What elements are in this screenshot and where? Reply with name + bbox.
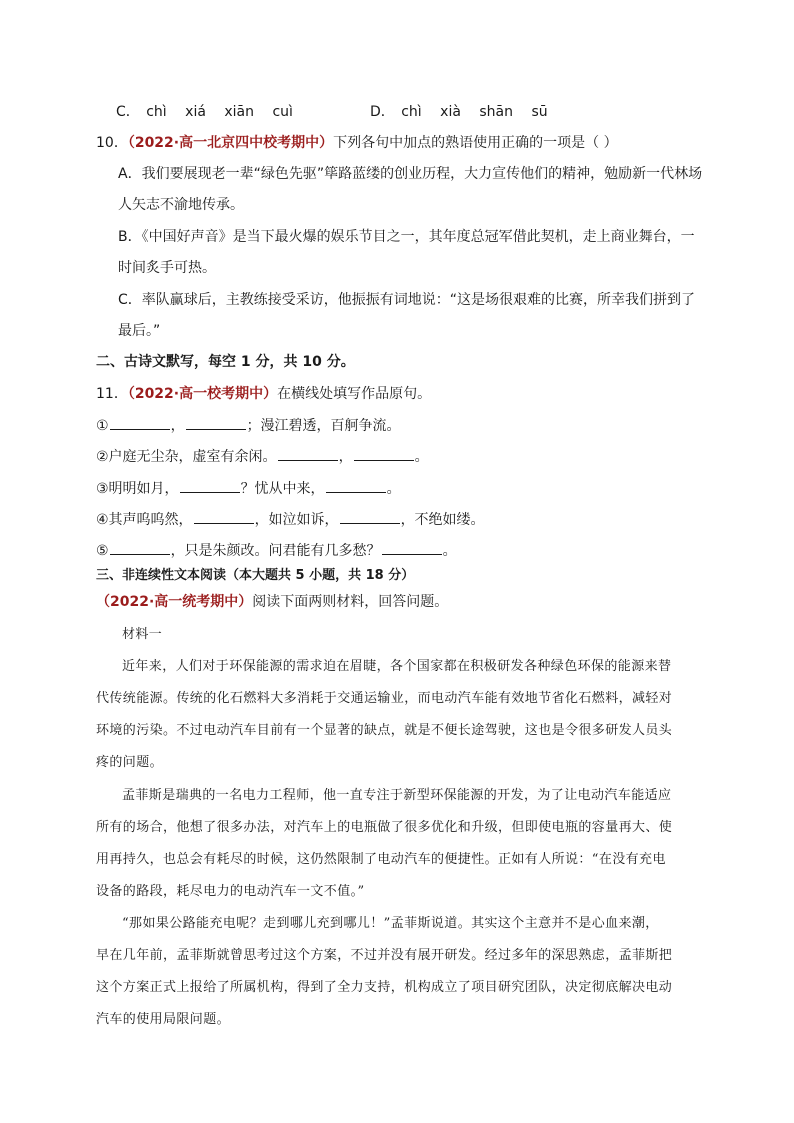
material-line: 汽车的使用局限问题。 — [96, 1012, 231, 1027]
option-letter: C． — [116, 104, 140, 120]
material-title: 材料一 — [122, 627, 163, 642]
question-11-stem — [96, 384, 431, 404]
text: ③明明如月， — [96, 481, 179, 497]
answer-blank[interactable] — [326, 478, 386, 493]
answer-blank[interactable] — [186, 415, 246, 430]
pinyin: chì — [146, 104, 167, 120]
option-letter: D． — [370, 104, 395, 120]
material-line: 近年来，人们对于环保能源的需求迫在眉睫，各个国家都在积极研发各种绿色环保的能源来替 — [122, 659, 672, 674]
answer-blank[interactable] — [382, 540, 442, 555]
material-line: 代传统能源。传统的化石燃料大多消耗于交通运输业，而电动汽车能有效地节省化石燃料，减轻对 — [96, 691, 673, 706]
text: ②户庭无尘杂，虚室有余闲。 — [96, 449, 277, 465]
pinyin: xià — [440, 104, 461, 120]
question-text: 在横线处填写作品原句。 — [277, 386, 432, 402]
question-source: （2022·高一北京四中校考期中） — [127, 135, 334, 151]
text: ④其声呜呜然， — [96, 512, 193, 528]
question-10-stem — [96, 133, 618, 153]
answer-blank[interactable] — [194, 509, 254, 524]
item-marker: ⑤ — [96, 543, 109, 559]
q10-option-a-cont: 人矢志不渝地传承。 — [118, 197, 244, 213]
material-line: 用再持久，也总会有耗尽的时候，这仍然限制了电动汽车的便捷性。正如有人所说：“在没有充电 — [96, 852, 666, 867]
question-number: 11． — [96, 386, 128, 402]
text: ，如泣如诉， — [254, 512, 339, 528]
material-line: 所有的场合，他想了很多办法，对汽车上的电瓶做了很多优化和升级，但即使电瓶的容量再大、使 — [96, 820, 673, 835]
pinyin: xiān — [224, 104, 255, 120]
fill-line-5 — [96, 540, 457, 561]
text: ， — [338, 449, 353, 465]
q10-option-b[interactable]: B．《中国好声音》是当下最火爆的娱乐节目之一，其年度总冠军借此契机，走上商业舞台，一 — [118, 229, 695, 245]
material-line: 这个方案正式上报给了所属机构，得到了全力支持，机构成立了项目研究团队，决定彻底解决电动 — [96, 980, 673, 995]
q9-option-d[interactable] — [370, 102, 562, 122]
fill-line-1 — [96, 415, 401, 436]
section-heading-3: 三、非连续性文本阅读（本大题共 5 小题，共 18 分） — [96, 568, 415, 583]
text: 。 — [414, 449, 429, 465]
material-line: 孟菲斯是瑞典的一名电力工程师，他一直专注于新型环保能源的开发，为了让电动汽车能适应 — [122, 788, 672, 803]
answer-blank[interactable] — [340, 509, 400, 524]
fill-line-2 — [96, 446, 429, 467]
material-line: 疼的问题。 — [96, 755, 164, 770]
question-source: （2022·高一校考期中） — [127, 386, 278, 402]
text: 。 — [442, 543, 457, 559]
section-heading-2: 二、古诗文默写，每空 1 分，共 10 分。 — [96, 354, 355, 370]
answer-blank[interactable] — [278, 446, 338, 461]
text: 。 — [386, 481, 401, 497]
pinyin: shān — [479, 104, 513, 120]
q10-option-a[interactable]: A．我们要展现老一辈“绿色先驱”筚路蓝缕的创业历程，大力宣传他们的精神，勉励新一代林场 — [118, 166, 703, 182]
fill-line-4 — [96, 509, 485, 530]
q9-option-c[interactable] — [116, 102, 307, 122]
material-line: 环境的污染。不过电动汽车目前有一个显著的缺点，就是不便长途驾驶，这也是令很多研发人员头 — [96, 723, 673, 738]
text: ，不绝如缕。 — [400, 512, 485, 528]
q10-option-b-cont: 时间炙手可热。 — [118, 260, 216, 276]
fill-line-3 — [96, 478, 401, 499]
q10-option-c-cont: 最后。” — [118, 323, 161, 339]
text: ；漫江碧透，百舸争流。 — [246, 418, 401, 434]
item-marker: ① — [96, 418, 109, 434]
text: ， — [170, 418, 185, 434]
material-line: 早在几年前，孟菲斯就曾思考过这个方案，不过并没有展开研发。经过多年的深思熟虑，孟菲斯把 — [96, 948, 673, 963]
pinyin: chì — [401, 104, 422, 120]
answer-blank[interactable] — [110, 540, 170, 555]
answer-blank[interactable] — [180, 478, 240, 493]
text: ？忧从中来， — [240, 481, 325, 497]
pinyin: xiá — [185, 104, 206, 120]
answer-blank[interactable] — [354, 446, 414, 461]
answer-blank[interactable] — [110, 415, 170, 430]
question-source: （2022·高一统考期中） — [96, 594, 253, 610]
pinyin: cuì — [272, 104, 293, 120]
reading-stem — [96, 592, 448, 612]
pinyin: sū — [531, 104, 548, 120]
question-text: 下列各句中加点的熟语使用正确的一项是（ ） — [333, 135, 618, 151]
material-line: 设备的路段，耗尽电力的电动汽车一文不值。” — [96, 884, 365, 899]
text: ，只是朱颜改。问君能有几多愁？ — [170, 543, 381, 559]
question-number: 10． — [96, 135, 128, 151]
question-text: 阅读下面两则材料，回答问题。 — [252, 594, 449, 610]
q10-option-c[interactable]: C．率队赢球后，主教练接受采访，他振振有词地说：“这是场很艰难的比赛，所幸我们拼到了 — [118, 292, 696, 308]
material-line: “那如果公路能充电呢？走到哪儿充到哪儿！”孟菲斯说道。其实这个主意并不是心血来潮， — [122, 916, 659, 931]
